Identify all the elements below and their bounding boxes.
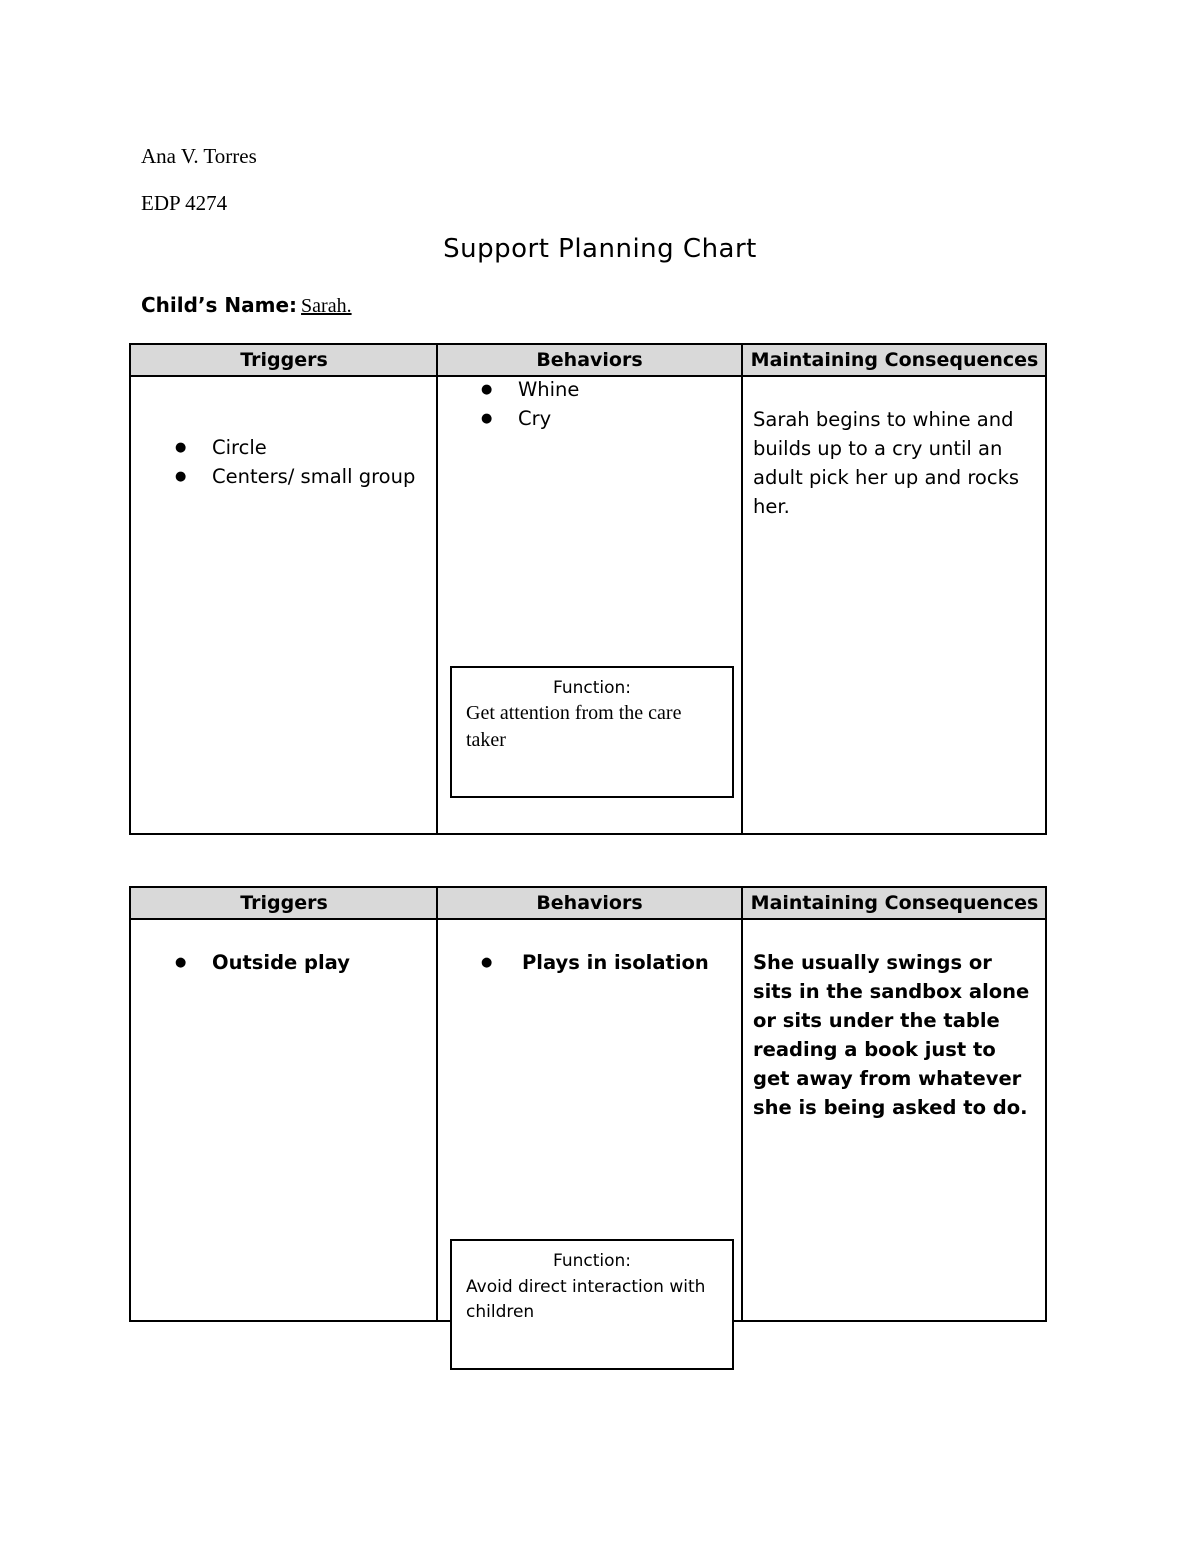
consequences-cell: Sarah begins to whine and builds up to a cry until an adult pick her up and rocks her. (753, 408, 1020, 518)
column-divider (436, 345, 438, 833)
author-name: Ana V. Torres (141, 144, 257, 168)
function-text: Avoid direct interaction with children (466, 1277, 706, 1322)
function-text: Get attention from the care taker (466, 702, 682, 751)
triggers-cell (175, 948, 430, 977)
child-name-value: Sarah. (301, 295, 352, 317)
header-behaviors: Behaviors (536, 349, 643, 371)
column-divider (436, 888, 438, 1320)
chart-header-row (131, 345, 1045, 377)
chart-header-row (131, 888, 1045, 920)
function-box (450, 1239, 734, 1370)
course-code: EDP 4274 (141, 191, 228, 215)
page-title: Support Planning Chart (443, 234, 757, 264)
behavior-item: ● Whine (481, 375, 731, 404)
header-triggers: Triggers (240, 349, 328, 371)
function-label: Function: (552, 678, 632, 698)
trigger-item: ● Centers/ small group (175, 462, 430, 491)
child-name-line (141, 293, 352, 318)
behaviors-cell (481, 375, 731, 433)
header-consequences: Maintaining Consequences (750, 349, 1039, 371)
consequences-cell: She usually swings or sits in the sandbox alone or sits under the table reading a book just to get away from whatever she is being asked to do. (753, 951, 1030, 1119)
triggers-cell (175, 433, 430, 491)
trigger-item: ● Circle (175, 433, 430, 462)
header-consequences: Maintaining Consequences (750, 892, 1039, 914)
header-triggers: Triggers (240, 892, 328, 914)
function-box (450, 666, 734, 798)
function-label: Function: (552, 1251, 632, 1271)
trigger-item: ● Outside play (175, 948, 430, 977)
column-divider (741, 888, 743, 1320)
behaviors-cell (481, 948, 731, 977)
child-name-label: Child’s Name: (141, 293, 298, 317)
column-divider (741, 345, 743, 833)
header-behaviors: Behaviors (536, 892, 643, 914)
behavior-item: ● Cry (481, 404, 731, 433)
behavior-item: ● Plays in isolation (481, 948, 731, 977)
